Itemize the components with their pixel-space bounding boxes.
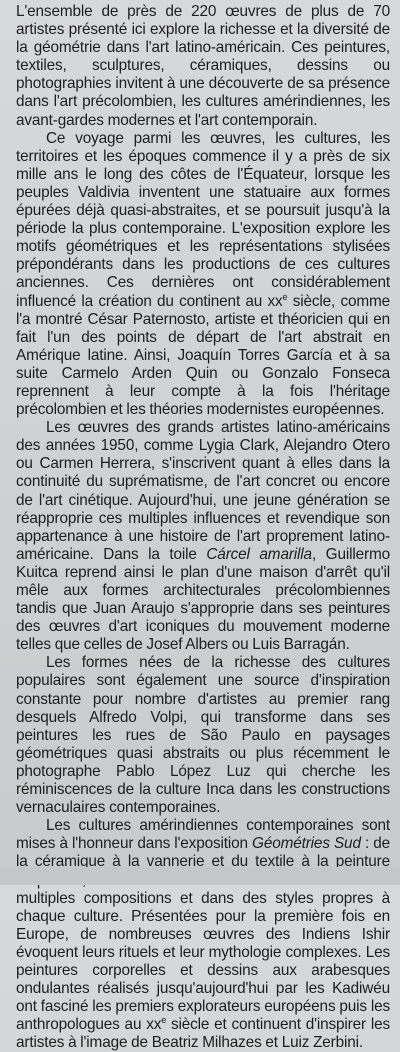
- text-flow: [16, 3, 390, 1052]
- text-run: Les œuvres des grands artistes latino-américains des années 1950, comme Lygia Clark, Alejandro Otero ou Carmen Herrera, s'inscrivent quant à elles dans la continuité du suprématisme, de l'art concret ou encore de l'art cinétique. Aujourd'hui, une jeune génération se réapproprie ces multiples influences et revendique son appartenance à une histoire de l'art proprement latino-américaine. Dans la toile: [16, 419, 390, 563]
- paragraph-1: [16, 3, 390, 130]
- superscript: e: [161, 1015, 166, 1025]
- paragraph-5: [16, 817, 390, 1052]
- text-run: Ce voyage parmi les œuvres, les cultures, les territoires et les époques commence il y a près de six mille ans le long des côtes de l'Équateur, lorsque les peuples Valdivia inventent une statuaire aux formes épurées déjà quasi-abstraites, et se poursuit jusqu'à la période la plus contemporaine. L'exposition explore les motifs géométriques et les représentations stylisées prépondérants dans les productions de ces cultures anciennes. Ces dernières ont considérablement influencé la création du continent au xx: [16, 130, 390, 310]
- italic-title: Géométries Sud: [252, 835, 361, 852]
- text-run: L'ensemble de près de 220 œuvres de plus de 70 artistes présenté ici explore la richesse et la diversité de la géométrie dans l'art latino-américain. Ces peintures, textiles, sculptures, céramiques, dessins ou photographies invitent à une découverte de sa présence dans l'art précolombien, les cultures amérindiennes, les avant-gardes modernes et l'art contemporain.: [16, 3, 390, 129]
- text-run: , Guillermo Kuitca reprend ainsi le plan d'une maison d'arrêt qu'il mêle aux formes architecturales précolombiennes tandis que Juan Araujo s'approprie dans ses peintures des œuvres d'art iconiques du mouvement moderne telles que celles de Josef Albers ou Luis Barragán.: [16, 546, 390, 653]
- text-run: Les formes nées de la richesse des cultures populaires sont également une source d'inspiration constante pour nombre d'artistes au premier rang desquels Alfredo Volpi, qui transforme dans ses peintures les rues de São Paulo en paysages géométriques quasi abstraits ou plus récemment le photographe Pablo López Luz qui cherche les réminiscences de la culture Inca dans les constructions vernaculaires contemporaines.: [16, 654, 390, 816]
- text-run: siècle, comme l'a montré César Paternosto, artiste et théoricien qui en fait l'un des points de départ de l'art abstrait en Amérique latine. Ainsi, Joaquín Torres García et à sa suite Carmelo Arden Quin ou Gonzalo Fonseca reprennent à leur compte à la fois l'héritage précolombien et les théories modernistes européennes.: [16, 293, 390, 419]
- bottom-edge: [0, 867, 400, 885]
- text-run: : de la céramique à la vannerie et du textile à la peinture corporelle, les motifs et couleurs se déclinent dans de multiples compositions et dans des styles propres à chaque culture. Présentées pour la première fois en Europe, de nombreuses œuvres des Indiens Ishir évoquent leurs rituels et leur mythologie complexes. Les peintures corporelles et dessins aux arabesques ondulantes réalisés jusqu'aujourd'hui par les Kadiwéu ont fasciné les premiers explorateurs européens puis les anthropologues au xx: [16, 835, 390, 1033]
- paragraph-3: [16, 419, 390, 654]
- paragraph-4: [16, 654, 390, 817]
- text-run: siècle et continuent d'inspirer les: [16, 1016, 390, 1051]
- superscript: e: [283, 291, 288, 301]
- paragraph-2: [16, 130, 390, 420]
- italic-title: Cárcel amarilla: [206, 546, 312, 563]
- text-run: Les cultures amérindiennes contemporaines sont mises à l'honneur dans l'exposition: [16, 817, 390, 852]
